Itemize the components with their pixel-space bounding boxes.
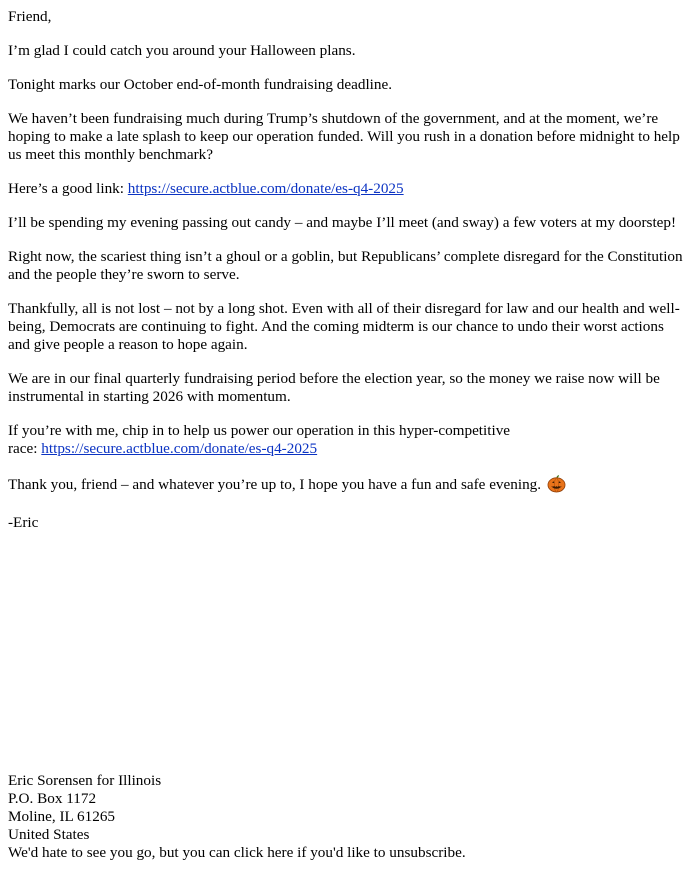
- footer-unsubscribe[interactable]: We'd hate to see you go, but you can click here if you'd like to unsubscribe.: [8, 844, 466, 861]
- chip-in-prefix: race:: [8, 440, 42, 457]
- chip-in-text: If you’re with me, chip in to help us power our operation in this hyper-competitive: [8, 422, 511, 439]
- paragraph-donate-link: [8, 180, 684, 198]
- paragraph-chip-in: [8, 422, 684, 458]
- footer-country: United States: [8, 826, 90, 843]
- paragraph-not-lost: Thankfully, all is not lost – not by a long shot. Even with all of their disregard for law and our health and well-being, Democrats are continuing to fight. And the coming midterm is our chance to undo their worst actions and give people a reason to hope again.: [8, 300, 680, 353]
- paragraph-scariest-thing: Right now, the scariest thing isn’t a ghoul or a goblin, but Republicans’ complete disregard for the Constitution and the people they’re sworn to serve.: [8, 248, 683, 283]
- email-body: [8, 0, 684, 532]
- footer-organization: Eric Sorensen for Illinois: [8, 772, 162, 789]
- signature: -Eric: [8, 514, 39, 531]
- paragraph-deadline: Tonight marks our October end-of-month fundraising deadline.: [8, 76, 393, 93]
- chip-in-donate-link[interactable]: https://secure.actblue.com/donate/es-q4-2025: [41, 440, 318, 457]
- donate-link-prefix: Here’s a good link:: [8, 180, 128, 197]
- paragraph-shutdown: We haven’t been fundraising much during Trump’s shutdown of the government, and at the moment, we’re hoping to make a late splash to keep our operation funded. Will you rush in a donation before midnight to help us meet this monthly benchmark?: [8, 110, 680, 163]
- email-footer: [8, 772, 466, 862]
- paragraph-quarterly-period: We are in our final quarterly fundraising period before the election year, so the money we raise now will be instrumental in starting 2026 with momentum.: [8, 370, 660, 405]
- paragraph-halloween-plans: I’m glad I could catch you around your Halloween plans.: [8, 42, 356, 59]
- donate-link[interactable]: https://secure.actblue.com/donate/es-q4-2025: [127, 180, 404, 197]
- greeting: Friend,: [8, 8, 52, 25]
- paragraph-thank-you: [8, 474, 684, 498]
- footer-po-box: P.O. Box 1172: [8, 790, 97, 807]
- footer-city-state-zip: Moline, IL 61265: [8, 808, 116, 825]
- paragraph-candy: I’ll be spending my evening passing out candy – and maybe I’ll meet (and sway) a few voters at my doorstep!: [8, 214, 677, 231]
- thank-you-text: Thank you, friend – and whatever you’re up to, I hope you have a fun and safe evening.: [8, 476, 545, 493]
- jack-o-lantern-icon: [547, 474, 566, 498]
